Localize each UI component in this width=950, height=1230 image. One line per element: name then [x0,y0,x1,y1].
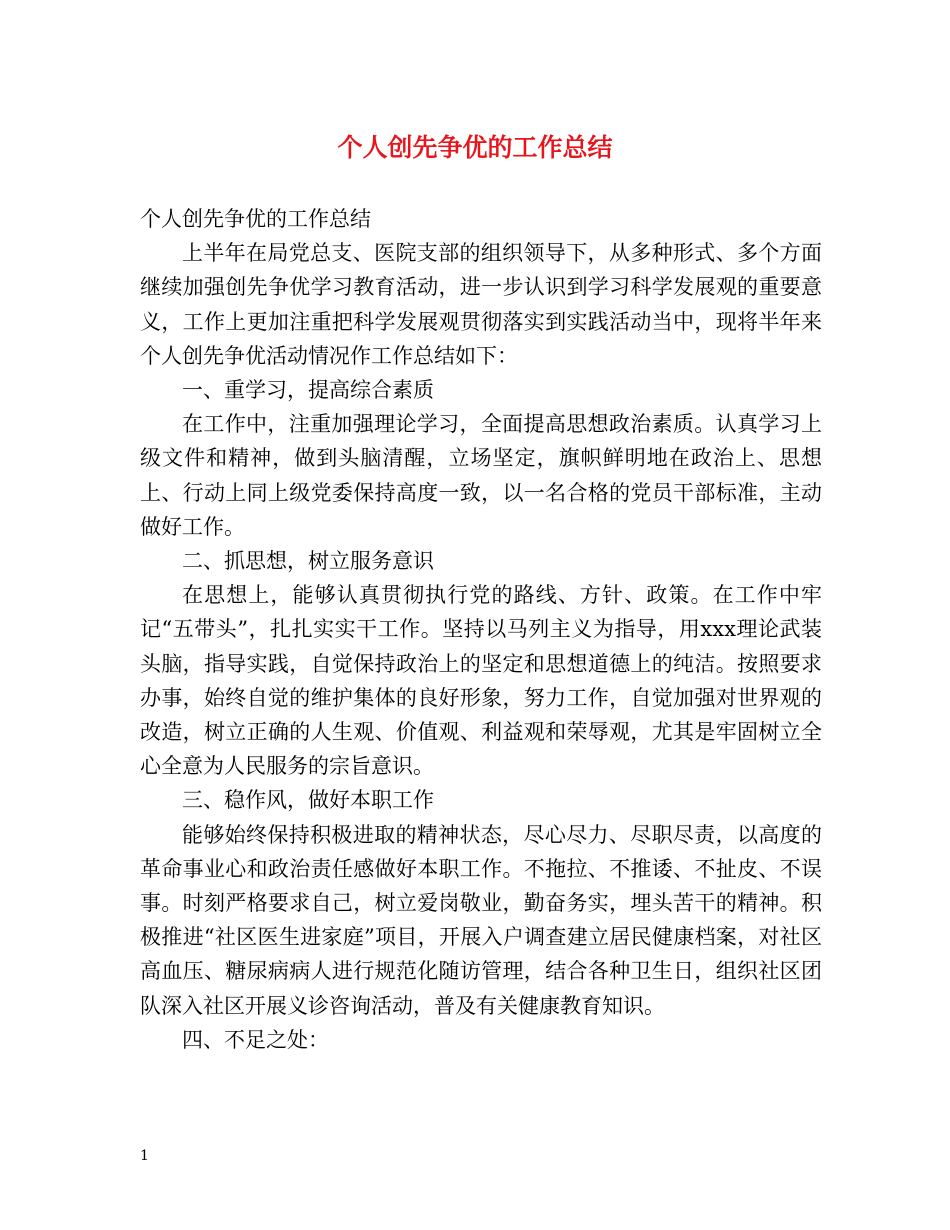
paragraph-heading: 个人创先争优的工作总结 [140,207,371,231]
paragraph-intro: 上半年在局党总支、医院支部的组织领导下，从多种形式、多个方面继续加强创先争优学习教育活动，进一步认识到学习科学发展观的重要意义，工作上更加注重把科学发展观贯彻落实到实践活动当中，现将半年来个人创先争优活动情况作工作总结如下： [140,241,822,368]
page-number: 1 [140,1148,149,1164]
section-heading-thought: 二、抓思想，树立服务意识 [182,549,434,574]
section-heading-work-style: 三、稳作风，做好本职工作 [182,788,434,813]
paragraph-work-style: 能够始终保持积极进取的精神状态，尽心尽力、尽职尽责，以高度的革命事业心和政治责任感做好本职工作。不拖拉、不推诿、不扯皮、不误事。时刻严格要求自己，树立爱岗敬业，勤奋务实，埋头苦干的精神。积极推进“社区医生进家庭”项目，开展入户调查建立居民健康档案，对社区高血压、糖尿病病人进行规范化随访管理，结合各种卫生日，组织社区团队深入社区开展义诊咨询活动，普及有关健康教育知识。 [140,822,822,1018]
document-body [140,202,822,1057]
document-title: 个人创先争优的工作总结 [337,133,613,162]
paragraph-study: 在工作中，注重加强理论学习，全面提高思想政治素质。认真学习上级文件和精神，做到头脑清醒，立场坚定，旗帜鲜明地在政治上、思想上、行动上同上级党委保持高度一致，以一名合格的党员干部标准，主动做好工作。 [140,412,822,539]
paragraph-thought: 在思想上，能够认真贯彻执行党的路线、方针、政策。在工作中牢记“五带头”，扎扎实实干工作。坚持以马列主义为指导，用xxx理论武装头脑，指导实践，自觉保持政治上的坚定和思想道德上的纯洁。按照要求办事，始终自觉的维护集体的良好形象，努力工作，自觉加强对世界观的改造，树立正确的人生观、价值观、利益观和荣辱观，尤其是牢固树立全心全意为人民服务的宗旨意识。 [140,583,822,779]
section-heading-shortcomings: 四、不足之处： [182,1027,329,1052]
section-heading-study: 一、重学习，提高综合素质 [182,378,434,403]
